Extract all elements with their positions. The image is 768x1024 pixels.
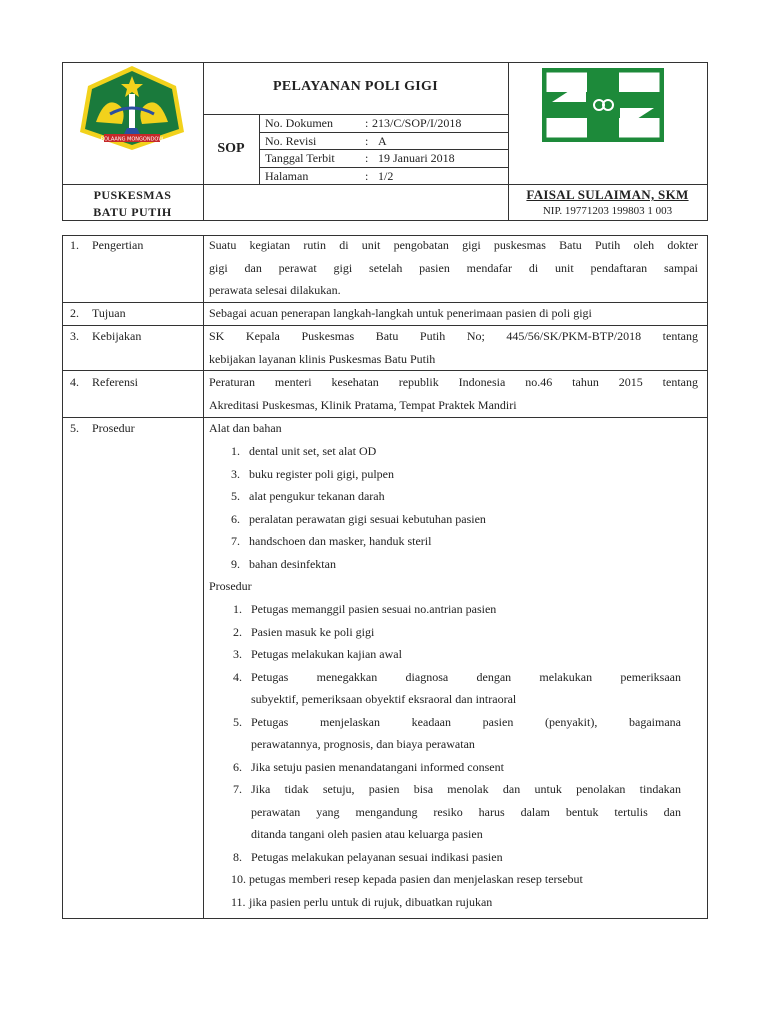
procedure-step-text: Jika tidak setuju, pasien bisa menolak dan untuk penolakan tindakan [251,782,681,796]
tool-item-text: bahan desinfektan [249,556,336,571]
meta-row-line-3 [259,167,508,168]
organization-name-line-1: PUSKESMAS [93,188,172,202]
meta-colon: : [365,169,369,183]
section-content-pengertian [209,234,698,302]
procedure-step-number: 2. [233,624,242,639]
meta-label-document-number: No. Dokumen [265,116,333,130]
puskesmas-cross-icon [542,68,664,142]
meta-colon: : [365,134,369,148]
procedure-step-number: 8. [233,849,242,864]
meta-label-page: Halaman [265,169,309,183]
section-label-prosedur: Prosedur [92,421,135,435]
meta-label-revision: No. Revisi [265,134,317,148]
section-content-referensi [209,371,698,416]
procedure-step-text: Petugas melakukan pelayanan sesuai indikasi pasien [251,849,503,864]
meta-value-document-number: 213/C/SOP/I/2018 [372,116,462,130]
procedure-step-number: 4. [233,669,242,684]
steps-heading: Prosedur [209,579,252,593]
body-border-bottom [62,918,707,919]
meta-label-issue-date: Tanggal Terbit [265,151,335,165]
content-line: Akreditasi Puskesmas, Klinik Pratama, Tempat Praktek Mandiri [209,397,517,412]
content-line: Suatu kegiatan rutin di unit pengobatan gigi puskesmas Batu Putih oleh dokter [209,238,698,252]
tool-item-number: 6. [231,511,240,526]
section-content-tujuan: Sebagai acuan penerapan langkah-langkah untuk penerimaan pasien di poli gigi [209,306,592,320]
tool-item-text: buku register poli gigi, pulpen [249,466,394,481]
procedure-step-text: jika pasien perlu untuk di rujuk, dibuatkan rujukan [249,894,493,909]
procedure-step-text: subyektif, pemeriksaan obyektif eksraoral dan intraoral [251,692,517,706]
procedure-step-number: 7. [233,782,242,796]
procedure-step-number: 11. [231,894,246,909]
procedure-step-number: 10. [231,872,246,886]
procedure-step-text: Petugas melakukan kajian awal [251,647,402,661]
procedure-step-text: Petugas menjelaskan keadaan pasien (penyakit), bagaimana [251,714,681,729]
header-border-top [62,62,707,63]
signer-nip: NIP. 19771203 199803 1 003 [542,205,673,217]
tool-item-number: 1. [231,444,240,458]
content-line: gigi dan perawat gigi setelah pasien mendafar di unit pendaftaran sampai [209,260,698,275]
meta-row-line-2 [259,149,508,150]
content-line: SK Kepala Puskesmas Batu Putih No; 445/56/SK/PKM-BTP/2018 tentang [209,329,698,343]
section-label-pengertian: Pengertian [92,238,144,252]
tool-item-text: dental unit set, set alat OD [249,444,377,458]
title-divider [203,114,508,115]
procedure-step-text: petugas memberi resep kepada pasien dan menjelaskan resep tersebut [249,872,583,886]
tool-item-number: 5. [231,489,240,503]
procedure-step-number: 3. [233,647,242,661]
content-line: perawata selesai dilakukan. [209,283,341,297]
section-label-tujuan: Tujuan [92,306,126,320]
body-col-divider [203,235,204,919]
meta-row-line-1 [259,132,508,133]
header-border-right [707,62,708,221]
procedure-step-text: Jika setuju pasien menandatangani informed consent [251,759,504,774]
body-border-right [707,235,708,919]
content-line: Peraturan menteri kesehatan republik Indonesia no.46 tahun 2015 tentang [209,375,698,389]
section-number: 1. [70,238,79,252]
section-number: 5. [70,421,79,435]
document-title: PELAYANAN POLI GIGI [273,79,438,94]
tool-item-text: alat pengukur tekanan darah [249,489,385,503]
section-content-kebijakan [209,325,698,370]
section-number: 2. [70,306,79,320]
tool-item-number: 7. [231,534,240,548]
header-mid-divider [62,184,707,185]
section-label-referensi: Referensi [92,375,138,389]
procedure-step-text: Petugas menegakkan diagnosa dengan melakukan pemeriksaan [251,669,681,684]
district-emblem-icon [76,64,188,152]
organization-name-line-2: BATU PUTIH [93,205,172,219]
tool-item-number: 9. [231,556,240,571]
meta-value-revision: A [378,134,387,148]
sop-label: SOP [217,141,245,156]
district-logo [76,64,188,152]
meta-value-issue-date: 19 Januari 2018 [378,151,455,165]
procedure-step-text: Pasien masuk ke poli gigi [251,624,375,639]
tool-item-number: 3. [231,466,240,481]
puskesmas-logo [542,68,664,142]
content-line: kebijakan layanan klinis Puskesmas Batu Putih [209,351,436,366]
meta-colon: : [365,151,369,165]
meta-value-page: 1/2 [378,169,394,183]
meta-colon: : [365,116,369,130]
organization-name [62,187,203,221]
procedure-step-text: ditanda tangani oleh pasien atau keluarga pasien [251,827,483,841]
procedure-step-number: 5. [233,714,242,729]
procedure-step-number: 6. [233,759,242,774]
section-number: 3. [70,329,79,343]
section-label-kebijakan: Kebijakan [92,329,142,343]
section-number: 4. [70,375,79,389]
logo-motto-text: BOLAANG MONGONDOW [100,136,164,143]
tool-item-text: handschoen dan masker, handuk steril [249,534,432,548]
procedure-step-text: Petugas memanggil pasien sesuai no.antrian pasien [251,602,497,616]
signer-name: FAISAL SULAIMAN, SKM [526,187,689,202]
row-divider-4 [62,417,707,418]
procedure-step-number: 1. [233,602,242,616]
procedure-step-text: perawatan yang mengandung resiko harus dalam bentuk tertulis dan [251,804,681,819]
header-col-divider-sop [259,114,260,185]
procedure-step-text: perawatannya, prognosis, dan biaya perawatan [251,737,475,751]
tool-item-text: peralatan perawatan gigi sesuai kebutuhan pasien [249,511,486,526]
tools-heading: Alat dan bahan [209,421,282,435]
body-border-left [62,235,63,919]
